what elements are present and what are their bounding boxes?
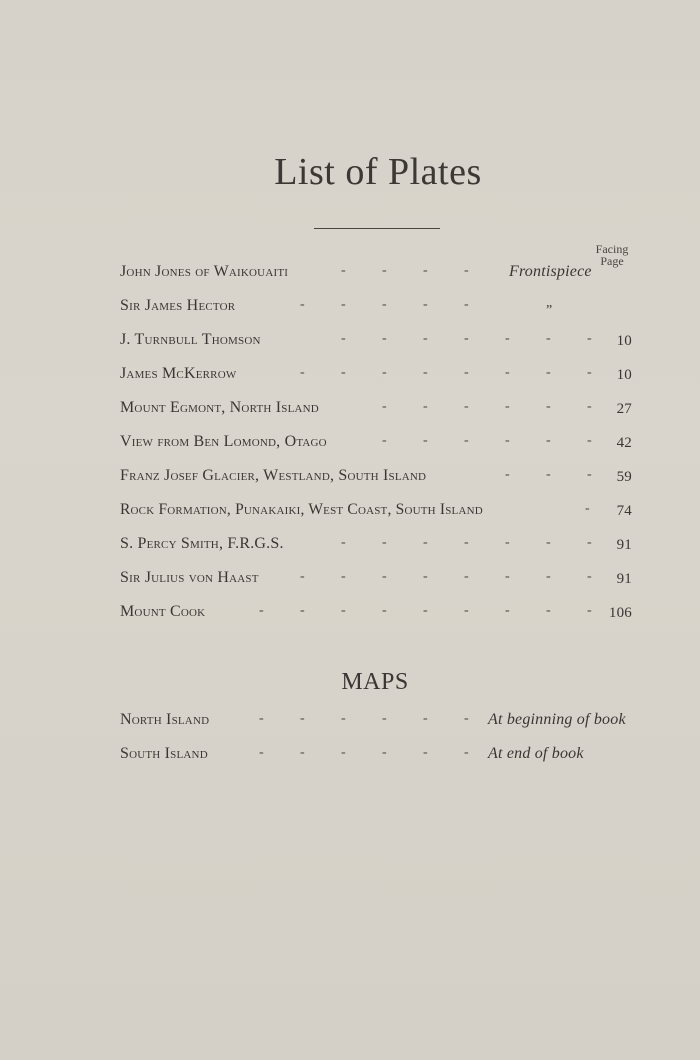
plate-page: 59: [616, 469, 632, 485]
leader-dash: -: [423, 433, 428, 448]
plate-entry: [0, 263, 700, 287]
facing-page-line2: Page: [600, 254, 624, 268]
leader-dash: -: [341, 745, 346, 760]
leader-dash: -: [382, 365, 387, 380]
leader-dash: -: [300, 711, 305, 726]
leader-dash: -: [341, 535, 346, 550]
map-entry: [0, 745, 700, 769]
leader-dash: -: [423, 297, 428, 312]
leader-dash: -: [464, 263, 469, 278]
leader-dash: -: [505, 467, 510, 482]
plate-page: 74: [616, 503, 632, 519]
plate-name: Sir James Hector: [120, 297, 236, 314]
leader-dash: -: [505, 569, 510, 584]
map-name: North Island: [120, 711, 210, 728]
leader-dash: -: [423, 365, 428, 380]
leader-dash: -: [505, 399, 510, 414]
leader-dash: -: [423, 535, 428, 550]
leader-dash: -: [464, 535, 469, 550]
maps-heading: MAPS: [341, 669, 409, 695]
leader-dash: -: [464, 365, 469, 380]
map-location: At end of book: [488, 745, 584, 762]
leader-dash: -: [382, 569, 387, 584]
plate-page: 10: [616, 333, 632, 349]
plate-entry: [0, 297, 700, 321]
leader-dash: -: [341, 711, 346, 726]
leader-dash: -: [382, 263, 387, 278]
plate-name: J. Turnbull Thomson: [120, 331, 261, 348]
leader-dash: -: [300, 603, 305, 618]
leader-dash: -: [300, 365, 305, 380]
leader-dash: -: [546, 603, 551, 618]
leader-dash: -: [382, 331, 387, 346]
plate-name: John Jones of Waikouaiti: [120, 263, 289, 280]
leader-dash: -: [587, 331, 592, 346]
plate-page: Frontispiece: [509, 263, 592, 280]
leader-dash: -: [587, 535, 592, 550]
leader-dash: -: [259, 603, 264, 618]
plate-name: S. Percy Smith, F.R.G.S.: [120, 535, 284, 552]
leader-dash: -: [546, 467, 551, 482]
leader-dash: -: [382, 399, 387, 414]
leader-dash: -: [300, 745, 305, 760]
leader-dash: -: [546, 569, 551, 584]
plate-entry: [0, 603, 700, 627]
leader-dash: -: [382, 603, 387, 618]
leader-dash: -: [341, 603, 346, 618]
leader-dash: -: [505, 331, 510, 346]
plate-page: 91: [616, 571, 632, 587]
map-name: South Island: [120, 745, 208, 762]
leader-dash: -: [300, 569, 305, 584]
plate-name: James McKerrow: [120, 365, 237, 382]
leader-dash: -: [382, 745, 387, 760]
plate-entry: [0, 501, 700, 525]
leader-dash: -: [505, 365, 510, 380]
leader-dash: -: [341, 569, 346, 584]
page-title: List of Plates: [274, 151, 482, 193]
plate-page: 91: [616, 537, 632, 553]
plate-name: Mount Egmont, North Island: [120, 399, 319, 416]
leader-dash: -: [587, 603, 592, 618]
plate-page: 106: [608, 605, 632, 621]
leader-dash: -: [382, 535, 387, 550]
leader-dash: -: [546, 535, 551, 550]
leader-dash: -: [382, 297, 387, 312]
plate-page: ”: [546, 303, 553, 318]
leader-dash: -: [423, 399, 428, 414]
plate-entry: [0, 331, 700, 355]
leader-dash: -: [423, 745, 428, 760]
plate-name: Rock Formation, Punakaiki, West Coast, South Island: [120, 501, 483, 518]
facing-page-line1: Facing: [595, 242, 629, 256]
leader-dash: -: [464, 399, 469, 414]
plate-entry: [0, 569, 700, 593]
leader-dash: -: [585, 501, 590, 516]
leader-dash: -: [546, 365, 551, 380]
leader-dash: -: [423, 263, 428, 278]
leader-dash: -: [382, 433, 387, 448]
leader-dash: -: [505, 433, 510, 448]
plate-entry: [0, 535, 700, 559]
leader-dash: -: [423, 603, 428, 618]
leader-dash: -: [505, 603, 510, 618]
leader-dash: -: [259, 745, 264, 760]
leader-dash: -: [423, 569, 428, 584]
leader-dash: -: [341, 365, 346, 380]
leader-dash: -: [423, 331, 428, 346]
leader-dash: -: [587, 365, 592, 380]
plate-name: Franz Josef Glacier, Westland, South Island: [120, 467, 427, 484]
leader-dash: -: [341, 331, 346, 346]
leader-dash: -: [464, 331, 469, 346]
plate-entry: [0, 433, 700, 457]
leader-dash: -: [341, 297, 346, 312]
leader-dash: -: [382, 711, 387, 726]
plate-entry: [0, 467, 700, 491]
leader-dash: -: [546, 399, 551, 414]
leader-dash: -: [546, 433, 551, 448]
plate-entry: [0, 365, 700, 389]
leader-dash: -: [546, 331, 551, 346]
leader-dash: -: [587, 467, 592, 482]
leader-dash: -: [259, 711, 264, 726]
leader-dash: -: [464, 745, 469, 760]
plate-name: View from Ben Lomond, Otago: [120, 433, 327, 450]
leader-dash: -: [587, 569, 592, 584]
leader-dash: -: [300, 297, 305, 312]
plate-name: Sir Julius von Haast: [120, 569, 259, 586]
leader-dash: -: [341, 263, 346, 278]
title-rule: [314, 228, 440, 229]
leader-dash: -: [505, 535, 510, 550]
leader-dash: -: [423, 711, 428, 726]
plate-entry: [0, 399, 700, 423]
leader-dash: -: [587, 433, 592, 448]
plate-page: 42: [616, 435, 632, 451]
plate-name: Mount Cook: [120, 603, 206, 620]
map-entry: [0, 711, 700, 735]
plate-page: 10: [616, 367, 632, 383]
leader-dash: -: [464, 569, 469, 584]
plate-page: 27: [616, 401, 632, 417]
map-location: At beginning of book: [488, 711, 626, 728]
leader-dash: -: [464, 711, 469, 726]
leader-dash: -: [464, 603, 469, 618]
leader-dash: -: [464, 433, 469, 448]
leader-dash: -: [587, 399, 592, 414]
leader-dash: -: [464, 297, 469, 312]
